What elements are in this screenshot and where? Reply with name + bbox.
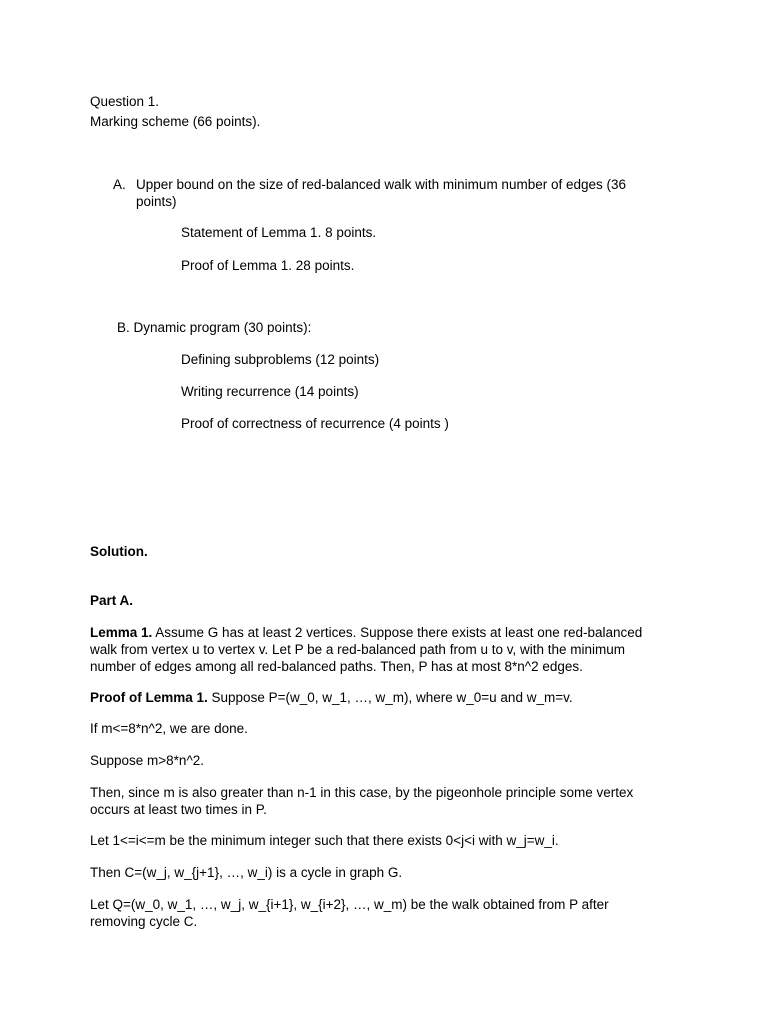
solution-heading: Solution. [90, 544, 148, 559]
section-b-item: Proof of correctness of recurrence (4 points ) [181, 416, 449, 431]
section-b-item: Writing recurrence (14 points) [181, 384, 359, 399]
marking-scheme-title: Marking scheme (66 points). [90, 114, 261, 129]
lemma-text: Assume G has at least 2 vertices. Suppose there exists at least one red-balanced walk from vertex u to vertex v. Let P be a red-balanced path from u to v, with the minimum number of edges among all red-balanced paths. Then, P has at most 8*n^2 edges. [90, 625, 643, 674]
lemma-label: Lemma 1. [90, 625, 153, 640]
part-a-heading: Part A. [90, 593, 134, 608]
proof-line: Let Q=(w_0, w_1, …, w_j, w_{i+1}, w_{i+2}, …, w_m) be the walk obtained from P after removing cycle C. [90, 897, 609, 929]
proof-line: If m<=8*n^2, we are done. [90, 721, 248, 736]
section-a-marker: A. [113, 177, 126, 192]
section-a-item: Statement of Lemma 1. 8 points. [181, 225, 377, 240]
lemma-paragraph [90, 624, 660, 675]
proof-line: Suppose m>8*n^2. [90, 753, 205, 768]
section-a-item: Proof of Lemma 1. 28 points. [181, 258, 355, 273]
proof-line: Then, since m is also greater than n-1 in this case, by the pigeonhole principle some vertex occurs at least two times in P. [90, 785, 634, 817]
proof-paragraph [90, 689, 573, 706]
section-a-heading: Upper bound on the size of red-balanced walk with minimum number of edges (36 points) [136, 177, 627, 209]
question-title: Question 1. [90, 94, 160, 109]
proof-label: Proof of Lemma 1. [90, 690, 208, 705]
section-b-item: Defining subproblems (12 points) [181, 352, 380, 367]
proof-text: Suppose P=(w_0, w_1, …, w_m), where w_0=u and w_m=v. [207, 690, 573, 705]
proof-line: Let 1<=i<=m be the minimum integer such that there exists 0<j<i with w_j=w_i. [90, 833, 559, 848]
proof-line: Then C=(w_j, w_{j+1}, …, w_i) is a cycle in graph G. [90, 865, 403, 880]
section-b-heading: B. Dynamic program (30 points): [117, 320, 312, 335]
